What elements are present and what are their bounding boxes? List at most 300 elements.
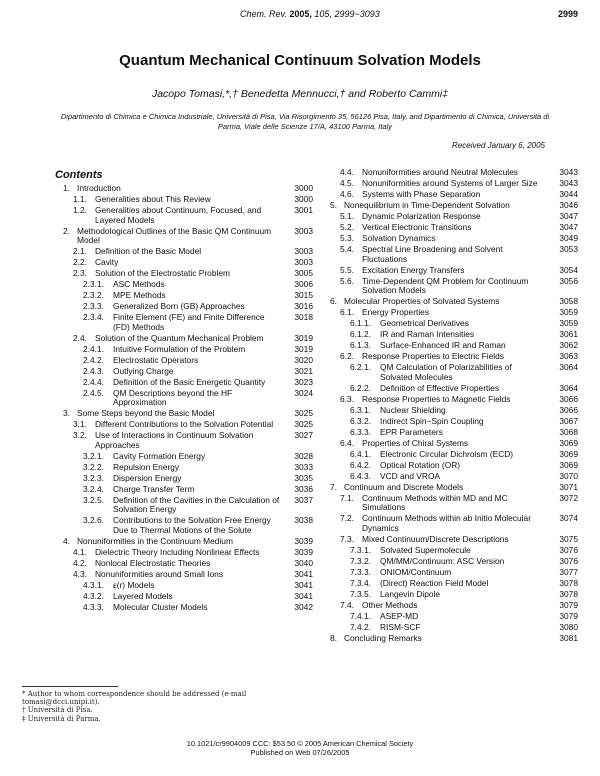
footnote-pisa: † Università di Pisa. <box>22 706 93 715</box>
toc-entry-page: 3015 <box>294 290 313 300</box>
toc-entry-page: 3080 <box>559 621 578 632</box>
toc-entry-page: 3028 <box>294 450 313 461</box>
footnotes <box>22 690 302 723</box>
toc-entry-number: 1.2. <box>73 205 87 215</box>
toc-entry-number: 6.3.1. <box>350 404 371 415</box>
toc-entry <box>55 378 313 388</box>
toc-entry-page: 3047 <box>559 211 578 221</box>
toc-entry-number: 4.5. <box>340 178 354 188</box>
toc-entry-title: Dispersion Energy <box>113 472 182 483</box>
toc-entry <box>55 581 313 591</box>
toc-left-column <box>55 184 313 614</box>
toc-entry-number: 2. <box>63 225 70 236</box>
journal-citation: Chem. Rev. 2005, 105, 2999−3093 <box>240 9 380 19</box>
toc-entry-page: 3079 <box>559 599 578 610</box>
toc-entry-page: 3038 <box>294 515 313 525</box>
toc-entry-number: 6.1.3. <box>350 340 371 350</box>
toc-entry-number: 2.4.2. <box>83 354 104 365</box>
toc-entry-title: Molecular Cluster Models <box>113 601 208 612</box>
toc-entry-title: Contributions to the Solvation Free Energy Due to Thermal Motions of the Solute <box>113 515 271 535</box>
toc-entry-title: IR and Raman Intensities <box>380 329 475 339</box>
toc-entry-page: 3078 <box>559 577 578 588</box>
toc-entry-title: ONIOM/Continuum <box>380 566 452 577</box>
toc-entry-title: Nonuniformities around Neutral Molecules <box>362 167 518 177</box>
toc-right-column <box>322 168 578 645</box>
toc-entry-page: 3041 <box>294 590 313 601</box>
toc-entry-title: (Direct) Reaction Field Model <box>380 577 489 588</box>
toc-entry-page: 3066 <box>559 404 578 415</box>
toc-entry-page: 3025 <box>294 419 313 429</box>
toc-entry <box>322 579 578 589</box>
toc-entry-title: Continuum and Discrete Models <box>344 481 464 492</box>
toc-entry-title: Nonuniformities around Small Ions <box>95 568 224 579</box>
toc-entry-number: 5.3. <box>340 233 354 243</box>
toc-entry <box>55 559 313 569</box>
toc-entry-page: 3003 <box>294 257 313 267</box>
toc-entry-number: 1. <box>63 183 70 193</box>
toc-entry-page: 3054 <box>559 264 578 275</box>
toc-entry-number: 4.6. <box>340 189 354 199</box>
toc-entry-number: 6.2. <box>340 351 354 361</box>
toc-entry-title: MPE Methods <box>113 290 166 300</box>
toc-entry-page: 3000 <box>294 194 313 204</box>
toc-entry <box>322 201 578 211</box>
toc-entry-title: Nonequilibrium in Time-Dependent Solvation <box>344 200 510 210</box>
toc-entry-number: 6.1.1. <box>350 318 371 328</box>
toc-entry-number: 7.1. <box>340 492 354 503</box>
toc-entry <box>322 179 578 189</box>
publication-date: Published on Web 07/26/2005 <box>250 748 350 757</box>
toc-entry <box>55 389 313 408</box>
toc-entry-number: 3.2.6. <box>83 515 104 525</box>
toc-entry-number: 1.1. <box>73 194 87 204</box>
toc-entry <box>322 590 578 600</box>
toc-entry <box>322 212 578 222</box>
toc-entry-page: 3000 <box>294 183 313 193</box>
toc-entry-page: 3016 <box>294 301 313 311</box>
toc-entry-number: 5.1. <box>340 211 354 221</box>
toc-entry-number: 2.4.1. <box>83 343 104 354</box>
toc-entry-number: 3.2.1. <box>83 450 104 461</box>
toc-entry-page: 3041 <box>294 568 313 579</box>
toc-entry-title: Introduction <box>77 183 121 193</box>
toc-entry <box>322 363 578 382</box>
toc-entry-title: Nonuniformities in the Continuum Medium <box>77 535 233 546</box>
toc-entry-page: 3025 <box>294 408 313 418</box>
toc-entry <box>322 277 578 296</box>
toc-entry-title: Surface-Enhanced IR and Raman <box>380 340 506 350</box>
toc-entry <box>322 461 578 471</box>
toc-entry-number: 3.2. <box>73 430 87 440</box>
toc-entry-number: 7.3.2. <box>350 555 371 566</box>
toc-entry <box>322 168 578 178</box>
toc-entry-page: 3063 <box>559 351 578 361</box>
toc-entry <box>55 302 313 312</box>
toc-entry-page: 3003 <box>294 246 313 256</box>
toc-entry-title: Repulsion Energy <box>113 461 180 472</box>
toc-entry-title: Some Steps beyond the Basic Model <box>77 408 215 418</box>
toc-entry-title: Definition of Effective Properties <box>380 382 500 393</box>
toc-entry <box>322 535 578 545</box>
toc-entry <box>322 395 578 405</box>
toc-entry <box>322 612 578 622</box>
toc-entry-title: Mixed Continuum/Discrete Descriptions <box>362 533 509 544</box>
toc-entry-number: 7.4.2. <box>350 621 371 632</box>
toc-entry-title: Outlying Charge <box>113 365 174 376</box>
toc-entry <box>322 190 578 200</box>
toc-entry <box>322 546 578 556</box>
toc-entry-number: 6.3.3. <box>350 426 371 437</box>
toc-entry-title: Nonlocal Electrostatic Theories <box>95 557 211 568</box>
toc-entry-number: 2.3.1. <box>83 279 104 289</box>
toc-entry <box>55 313 313 332</box>
toc-entry-number: 7. <box>330 481 337 492</box>
toc-entry-title: Langevin Dipole <box>380 588 441 599</box>
toc-entry-title: Solution of the Quantum Mechanical Problem <box>95 332 264 343</box>
toc-entry-title: Dielectric Theory Including Nonlinear Effects <box>95 546 260 557</box>
toc-entry-number: 4.3.3. <box>83 601 104 612</box>
toc-entry-page: 3041 <box>294 579 313 590</box>
toc-entry-number: 2.2. <box>73 257 87 267</box>
toc-entry-page: 3036 <box>294 483 313 494</box>
toc-entry-title: Cavity <box>95 257 119 267</box>
toc-entry-number: 7.3.1. <box>350 544 371 555</box>
toc-entry-title: QM/MM/Continuum: ASC Version <box>380 555 505 566</box>
toc-entry <box>322 297 578 307</box>
toc-entry-number: 5. <box>330 200 337 210</box>
toc-entry-title: Electrostatic Operators <box>113 354 199 365</box>
toc-entry-page: 3001 <box>294 205 313 215</box>
footnote-parma: ‡ Università di Parma. <box>22 714 101 723</box>
toc-entry-title: Finite Element (FE) and Finite Difference (FD) Methods <box>113 312 265 332</box>
contents-heading: Contents <box>55 169 103 181</box>
toc-entry <box>55 592 313 602</box>
toc-entry-number: 2.3.3. <box>83 301 104 311</box>
toc-entry <box>322 352 578 362</box>
toc-entry-title: Cavity Formation Energy <box>113 450 206 461</box>
toc-entry <box>322 245 578 264</box>
paper-title: Quantum Mechanical Continuum Solvation Models <box>119 52 481 69</box>
toc-entry-page: 3058 <box>559 296 578 306</box>
toc-entry <box>322 483 578 493</box>
toc-entry <box>55 570 313 580</box>
toc-entry-page: 3081 <box>559 632 578 643</box>
received-date: Received January 6, 2005 <box>452 141 545 150</box>
toc-entry-page: 3053 <box>559 244 578 254</box>
toc-entry-title: Spectral Line Broadening and Solvent Fluctuations <box>362 244 503 264</box>
toc-entry <box>322 494 578 513</box>
toc-entry <box>322 428 578 438</box>
toc-entry-page: 3059 <box>559 318 578 328</box>
toc-entry-page: 3047 <box>559 222 578 232</box>
toc-entry <box>55 431 313 450</box>
toc-entry-title: Response Properties to Electric Fields <box>362 351 504 361</box>
toc-entry-number: 3.1. <box>73 419 87 429</box>
toc-entry-page: 3020 <box>294 354 313 365</box>
toc-entry-title: Solution of the Electrostatic Problem <box>95 268 230 278</box>
toc-entry-page: 3006 <box>294 279 313 289</box>
toc-entry-number: 2.4.3. <box>83 365 104 376</box>
toc-entry-page: 3044 <box>559 189 578 199</box>
toc-entry-page: 3070 <box>559 470 578 481</box>
toc-entry-title: Use of Interactions in Continuum Solvation Approaches <box>95 430 254 450</box>
toc-entry <box>55 474 313 484</box>
toc-entry-number: 7.3.4. <box>350 577 371 588</box>
toc-entry <box>55 409 313 419</box>
toc-entry-title: Other Methods <box>362 599 418 610</box>
toc-entry-number: 6.1. <box>340 307 354 317</box>
toc-entry-title: VCD and VROA <box>380 470 441 481</box>
toc-entry-number: 4.2. <box>73 557 87 568</box>
toc-entry-number: 2.4.4. <box>83 376 104 387</box>
toc-entry <box>55 603 313 613</box>
toc-entry-number: 2.3. <box>73 268 87 278</box>
toc-entry-number: 3.2.3. <box>83 472 104 483</box>
toc-entry-title: Generalities about Continuum, Focused, and Layered Models <box>95 205 262 225</box>
toc-entry-number: 3.2.4. <box>83 483 104 494</box>
toc-entry-title: Generalized Born (GB) Approaches <box>113 301 245 311</box>
toc-entry-page: 3077 <box>559 566 578 577</box>
toc-entry <box>55 367 313 377</box>
toc-entry-page: 3069 <box>559 459 578 470</box>
toc-entry-number: 7.3.3. <box>350 566 371 577</box>
toc-entry-page: 3075 <box>559 533 578 544</box>
toc-entry-page: 3079 <box>559 610 578 621</box>
toc-entry-page: 3068 <box>559 426 578 437</box>
toc-entry <box>55 184 313 194</box>
toc-entry-page: 3037 <box>294 494 313 505</box>
toc-entry-page: 3005 <box>294 268 313 278</box>
toc-entry-page: 3074 <box>559 513 578 523</box>
toc-entry <box>55 227 313 246</box>
toc-entry-title: Systems with Phase Separation <box>362 189 481 199</box>
toc-entry-number: 5.6. <box>340 275 354 286</box>
toc-entry-number: 6.4.1. <box>350 448 371 459</box>
toc-entry <box>55 258 313 268</box>
toc-entry-number: 7.3. <box>340 533 354 544</box>
toc-entry-page: 3019 <box>294 332 313 343</box>
toc-entry <box>322 341 578 351</box>
toc-entry-page: 3059 <box>559 307 578 317</box>
toc-entry <box>322 330 578 340</box>
toc-entry-number: 6.2.1. <box>350 362 371 372</box>
toc-entry <box>322 472 578 482</box>
toc-entry-title: EPR Parameters <box>380 426 443 437</box>
toc-entry-number: 7.2. <box>340 513 354 523</box>
toc-entry-number: 7.4. <box>340 599 354 610</box>
toc-entry-number: 7.3.5. <box>350 588 371 599</box>
toc-entry-title: Solvation Dynamics <box>362 233 436 243</box>
toc-entry <box>322 234 578 244</box>
toc-entry-title: ε(r) Models <box>113 579 155 590</box>
running-header <box>0 9 600 23</box>
toc-entry <box>55 247 313 257</box>
toc-entry-page: 3076 <box>559 544 578 555</box>
toc-entry <box>322 557 578 567</box>
toc-entry-number: 4.3.2. <box>83 590 104 601</box>
toc-entry-page: 3043 <box>559 167 578 177</box>
toc-entry-page: 3033 <box>294 461 313 472</box>
toc-entry-title: Definition of the Basic Energetic Quantity <box>113 376 266 387</box>
toc-entry-page: 3062 <box>559 340 578 350</box>
toc-entry-number: 6.3.2. <box>350 415 371 426</box>
toc-entry-number: 2.1. <box>73 246 87 256</box>
toc-entry-title: Generalities about This Review <box>95 194 211 204</box>
toc-entry-page: 3056 <box>559 275 578 286</box>
toc-entry-title: Continuum Methods within MD and MC Simulations <box>362 492 508 512</box>
toc-entry-number: 6.4.2. <box>350 459 371 470</box>
toc-entry-title: Methodological Outlines of the Basic QM Continuum Model <box>77 225 272 245</box>
toc-entry-title: Response Properties to Magnetic Fields <box>362 393 511 404</box>
toc-entry <box>55 291 313 301</box>
toc-entry <box>55 345 313 355</box>
toc-entry-title: QM Descriptions beyond the HF Approximation <box>113 387 233 407</box>
toc-entry-number: 3.2.5. <box>83 494 104 505</box>
toc-entry-title: Optical Rotation (OR) <box>380 459 461 470</box>
toc-entry <box>322 439 578 449</box>
toc-entry-title: Nonuniformities around Systems of Larger Size <box>362 178 538 188</box>
toc-entry-title: Definition of the Basic Model <box>95 246 202 256</box>
toc-entry-number: 4.4. <box>340 167 354 177</box>
toc-entry-number: 3.2.2. <box>83 461 104 472</box>
toc-entry <box>322 384 578 394</box>
toc-entry-page: 3069 <box>559 448 578 459</box>
toc-entry-number: 2.3.4. <box>83 312 104 322</box>
toc-entry-page: 3035 <box>294 472 313 483</box>
toc-entry-page: 3067 <box>559 415 578 426</box>
toc-entry <box>55 269 313 279</box>
toc-entry <box>322 266 578 276</box>
toc-entry-page: 3018 <box>294 312 313 322</box>
toc-entry-number: 6.1.2. <box>350 329 371 339</box>
toc-entry-title: Excitation Energy Transfers <box>362 264 465 275</box>
toc-entry-page: 3061 <box>559 329 578 339</box>
toc-entry <box>322 514 578 533</box>
toc-entry-number: 6.4.3. <box>350 470 371 481</box>
toc-entry-page: 3042 <box>294 601 313 612</box>
toc-entry-title: Dynamic Polarization Response <box>362 211 481 221</box>
toc-entry-page: 3023 <box>294 376 313 387</box>
toc-entry-title: Vertical Electronic Transitions <box>362 222 472 232</box>
toc-entry-page: 3049 <box>559 233 578 243</box>
toc-entry-title: Concluding Remarks <box>344 632 422 643</box>
toc-entry-number: 5.2. <box>340 222 354 232</box>
toc-entry-page: 3064 <box>559 382 578 393</box>
toc-entry-number: 2.4.5. <box>83 387 104 398</box>
toc-entry-number: 3. <box>63 408 70 418</box>
toc-entry-title: Geometrical Derivatives <box>380 318 469 328</box>
toc-entry-number: 6.2.2. <box>350 382 371 393</box>
toc-entry-title: Solvated Supermolecule <box>380 544 471 555</box>
toc-entry-title: Energy Properties <box>362 307 430 317</box>
toc-entry <box>55 420 313 430</box>
toc-entry <box>322 319 578 329</box>
toc-entry-number: 5.5. <box>340 264 354 275</box>
toc-entry-number: 6.4. <box>340 437 354 448</box>
authors: Jacopo Tomasi,*,† Benedetta Mennucci,† and Roberto Cammi‡ <box>151 88 449 100</box>
toc-entry-number: 4.3. <box>73 568 87 579</box>
toc-entry <box>55 485 313 495</box>
toc-entry-page: 3024 <box>294 387 313 398</box>
toc-entry <box>322 450 578 460</box>
footnote-rule <box>22 686 118 687</box>
toc-entry-page: 3039 <box>294 546 313 557</box>
toc-entry <box>55 516 313 535</box>
toc-entry <box>322 568 578 578</box>
toc-entry-page: 3076 <box>559 555 578 566</box>
toc-entry-title: Intuitive Formulation of the Problem <box>113 343 246 354</box>
footnote-corresponding: * Author to whom correspondence should be addressed (e-mail tomasi@dcci.unipi.it). <box>22 690 247 707</box>
toc-entry <box>322 417 578 427</box>
page-number: 2999 <box>557 9 578 19</box>
toc-entry-number: 4.3.1. <box>83 579 104 590</box>
toc-entry-number: 2.3.2. <box>83 290 104 300</box>
toc-entry-number: 8. <box>330 632 337 643</box>
toc-entry-number: 6. <box>330 296 337 306</box>
toc-entry <box>55 452 313 462</box>
affiliation: Dipartimento di Chimica e Chimica Industriale, Università di Pisa, Via Risorgimento 35, 56126 Pisa, Italy, and Dipartimento di Chimica, Università di Parma, Viale delle Scienze 17/A, 43100 Parma, Italy <box>60 112 550 131</box>
toc-entry-title: Molecular Properties of Solvated Systems <box>344 296 500 306</box>
toc-entry <box>55 206 313 225</box>
toc-entry <box>322 601 578 611</box>
toc-entry-page: 3066 <box>559 393 578 404</box>
toc-entry <box>322 634 578 644</box>
toc-entry-page: 3069 <box>559 437 578 448</box>
toc-entry-title: Time-Dependent QM Problem for Continuum Solvation Models <box>362 275 529 295</box>
toc-entry <box>55 496 313 515</box>
toc-entry <box>322 623 578 633</box>
toc-entry <box>55 280 313 290</box>
toc-entry-title: Different Contributions to the Solvation Potential <box>95 419 274 429</box>
toc-entry-title: Charge Transfer Term <box>113 483 195 494</box>
toc-entry-title: ASEP-MD <box>380 610 419 621</box>
toc-entry-number: 6.3. <box>340 393 354 404</box>
toc-entry-page: 3078 <box>559 588 578 599</box>
toc-entry <box>55 356 313 366</box>
toc-entry-page: 3003 <box>294 225 313 236</box>
toc-entry-title: Indirect Spin−Spin Coupling <box>380 415 484 426</box>
toc-entry-page: 3040 <box>294 557 313 568</box>
toc-entry <box>322 308 578 318</box>
toc-entry-page: 3027 <box>294 430 313 440</box>
toc-entry <box>55 463 313 473</box>
toc-entry-title: RISM-SCF <box>380 621 421 632</box>
toc-entry-page: 3046 <box>559 200 578 210</box>
toc-entry-page: 3064 <box>559 362 578 372</box>
doi-copyright: 10.1021/cr9904009 CCC: $53.50 © 2005 American Chemical Society <box>186 739 414 748</box>
page-footer <box>0 739 600 757</box>
toc-entry-title: Properties of Chiral Systems <box>362 437 469 448</box>
toc-entry-page: 3021 <box>294 365 313 376</box>
toc-entry-page: 3043 <box>559 178 578 188</box>
toc-entry-title: Continuum Methods within ab Initio Molecular Dynamics <box>362 513 531 533</box>
toc-entry-page: 3071 <box>559 481 578 492</box>
toc-entry <box>55 334 313 344</box>
toc-entry-number: 4.1. <box>73 546 87 557</box>
toc-entry-page: 3019 <box>294 343 313 354</box>
toc-entry-title: Definition of the Cavities in the Calculation of Solvation Energy <box>113 494 280 514</box>
toc-entry-number: 7.4.1. <box>350 610 371 621</box>
toc-entry-title: ASC Methods <box>113 279 165 289</box>
toc-entry-number: 2.4. <box>73 332 87 343</box>
toc-entry <box>55 537 313 547</box>
toc-entry <box>55 548 313 558</box>
toc-entry-number: 4. <box>63 535 70 546</box>
toc-entry <box>322 406 578 416</box>
toc-entry-page: 3072 <box>559 492 578 503</box>
toc-entry-title: Electronic Circular Dichroism (ECD) <box>380 448 514 459</box>
toc-entry-page: 3039 <box>294 535 313 546</box>
